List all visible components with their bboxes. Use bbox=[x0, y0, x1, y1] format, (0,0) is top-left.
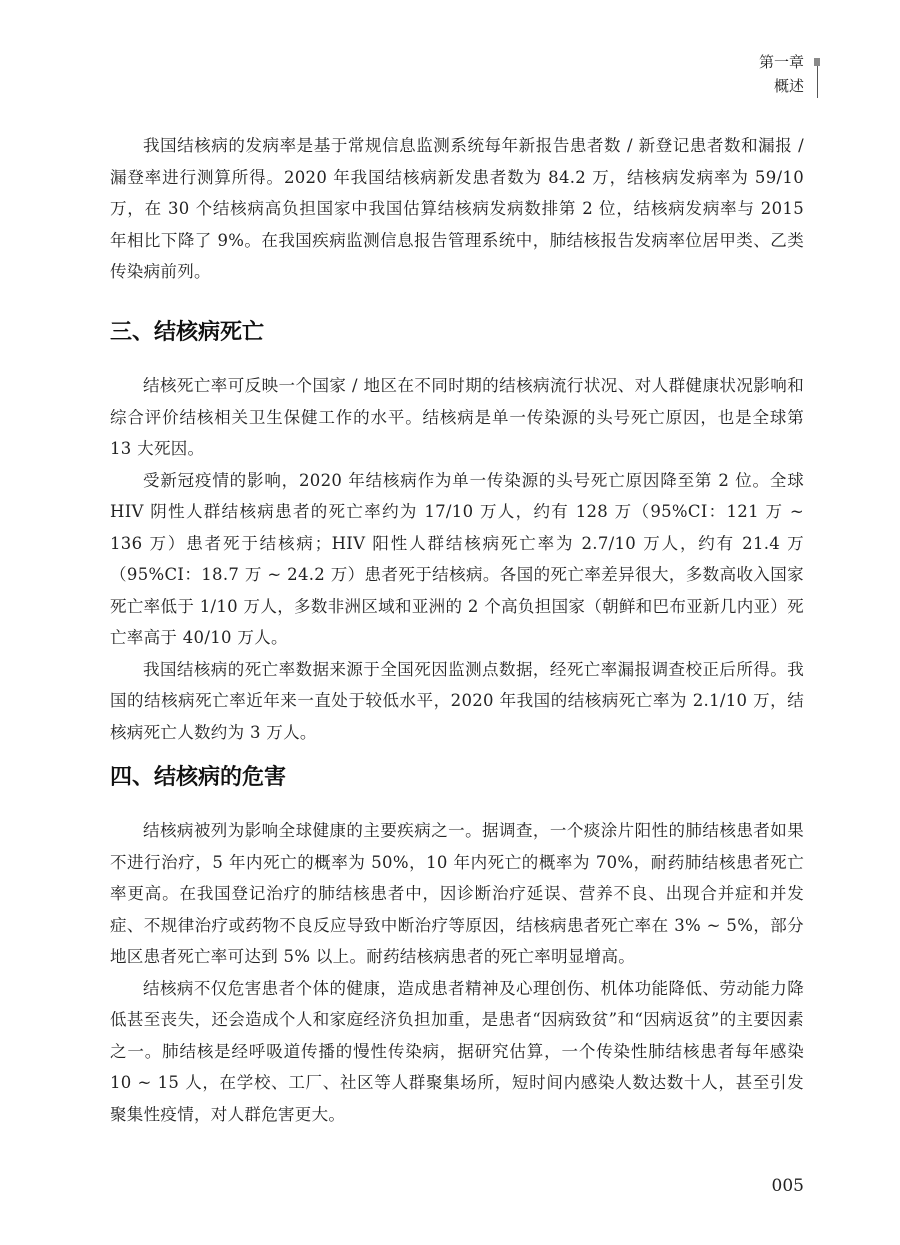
section-heading-death: 三、结核病死亡 bbox=[110, 320, 265, 345]
section-3-body bbox=[110, 370, 804, 748]
chapter-subtitle: 概述 bbox=[773, 77, 804, 95]
section-4-body bbox=[110, 815, 804, 1130]
paragraph: 结核病被列为影响全球健康的主要疾病之一。据调查，一个痰涂片阳性的肺结核患者如果不进行治疗，5 年内死亡的概率为 50%，10 年内死亡的概率为 70%，耐药肺结核患者死亡率更高。在我国登记治疗的肺结核患者中，因诊断治疗延误、营养不良、出现合并症和并发症、不规律治疗或药物不良反应导致中断治疗等原因，结核病患者死亡率在 3% ~ 5%，部分地区患者死亡率可达到 5% 以上。耐药结核病患者的死亡率明显增高。 bbox=[110, 821, 804, 966]
section-heading-harm: 四、结核病的危害 bbox=[110, 765, 287, 790]
section-3-heading-wrap bbox=[110, 318, 804, 348]
paragraph: 结核死亡率可反映一个国家 / 地区在不同时期的结核病流行状况、对人群健康状况影响和综合评价结核相关卫生保健工作的水平。结核病是单一传染源的头号死亡原因，也是全球第 13 大死因。 bbox=[110, 376, 804, 458]
page-number: 005 bbox=[771, 1176, 804, 1196]
paragraph: 我国结核病的死亡率数据来源于全国死因监测点数据，经死亡率漏报调查校正后所得。我国的结核病死亡率近年来一直处于较低水平，2020 年我国的结核病死亡率为 2.1/10 万，结核病死亡人数约为 3 万人。 bbox=[110, 659, 804, 742]
running-header bbox=[759, 50, 804, 98]
paragraph: 我国结核病的发病率是基于常规信息监测系统每年新报告患者数 / 新登记患者数和漏报 / 漏登率进行测算所得。2020 年我国结核病新发患者数为 84.2 万，结核病发病率为 59/10 万，在 30 个结核病高负担国家中我国估算结核病发病数排第 2 位，结核病发病率与 2015 年相比下降了 9%。在我国疾病监测信息报告管理系统中，肺结核报告发病率位居甲类、乙类传染病前列。 bbox=[110, 136, 804, 281]
section-4-heading-wrap bbox=[110, 763, 804, 793]
paragraph: 受新冠疫情的影响，2020 年结核病作为单一传染源的头号死亡原因降至第 2 位。全球 HIV 阴性人群结核病患者的死亡率约为 17/10 万人，约有 128 万（95%CI：121 万 ~ 136 万）患者死于结核病；HIV 阳性人群结核病死亡率为 2.7/10 万人，约有 21.4 万（95%CI：18.7 万 ~ 24.2 万）患者死于结核病。各国的死亡率差异很大，多数高收入国家死亡率低于 1/10 万人，多数非洲区域和亚洲的 2 个高负担国家（朝鲜和巴布亚新几内亚）死亡率高于 40/10 万人。 bbox=[110, 470, 804, 647]
header-vertical-rule bbox=[817, 66, 818, 98]
intro-text-block bbox=[110, 130, 804, 288]
paragraph: 结核病不仅危害患者个体的健康，造成患者精神及心理创伤、机体功能降低、劳动能力降低甚至丧失，还会造成个人和家庭经济负担加重，是患者“因病致贫”和“因病返贫”的主要因素之一。肺结核是经呼吸道传播的慢性传染病，据研究估算，一个传染性肺结核患者每年感染 10 ~ 15 人，在学校、工厂、社区等人群聚集场所，短时间内感染人数达数十人，甚至引发聚集性疫情，对人群危害更大。 bbox=[110, 978, 804, 1124]
chapter-label: 第一章 bbox=[758, 53, 804, 71]
header-square-marker bbox=[814, 58, 820, 66]
